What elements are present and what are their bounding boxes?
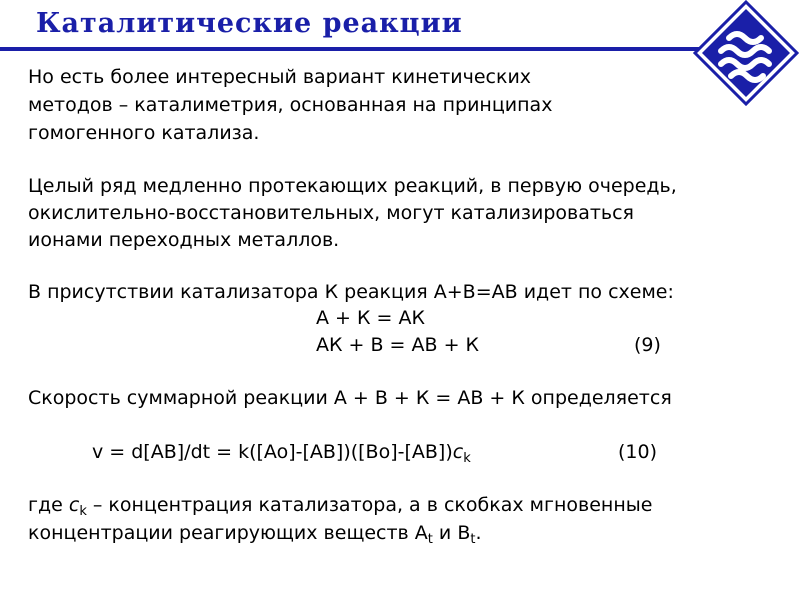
paragraph-1-line-1: Но есть более интересный вариант кинетических [28, 66, 532, 88]
paragraph-1-line-2: методов – каталиметрия, основанная на принципах [28, 94, 553, 116]
rate-equation-k-subscript: k [463, 451, 471, 466]
paragraph-5-k-subscript: k [79, 504, 87, 519]
paragraph-5 [28, 492, 652, 519]
paragraph-2-line-3: ионами переходных металлов. [28, 229, 340, 251]
title-rule [0, 47, 700, 51]
paragraph-2-line-2: окислительно-восстановительных, могут катализироваться [28, 202, 634, 224]
paragraph-1-line-3: гомогенного катализа. [28, 122, 260, 144]
paragraph-4: Скорость суммарной реакции А + В + К = АВ + К определяется [28, 387, 672, 409]
paragraph-6-t2: t [470, 532, 476, 547]
paragraph-2-line-1: Целый ряд медленно протекающих реакций, в первую очередь, [28, 175, 677, 197]
paragraph-6-end: . [475, 522, 482, 544]
paragraph-6-t1: t [427, 532, 433, 547]
rate-equation-main: v = d[AB]/dt = k([Ao]-[AB])([Bo]-[AB]) [92, 441, 453, 463]
paragraph-5-rest: – концентрация катализатора, а в скобках мгновенные [86, 494, 653, 516]
rate-equation-c: c [452, 441, 464, 463]
paragraph-3: В присутствии катализатора К реакция А+В=АВ идет по схеме: [28, 281, 674, 303]
rate-equation [92, 439, 471, 466]
paragraph-6 [28, 520, 482, 547]
paragraph-6-pre: концентрации реагирующих веществ А [28, 522, 428, 544]
paragraph-6-mid: и В [432, 522, 471, 544]
rate-equation-number: (10) [618, 441, 658, 463]
paragraph-5-pre: где [28, 494, 69, 516]
diamond-wave-logo-icon [693, 0, 799, 106]
equation-2-number: (9) [634, 334, 661, 356]
equation-2: АК + В = АВ + К [316, 334, 480, 356]
equation-1: А + К = АК [316, 307, 425, 329]
paragraph-5-c: c [68, 494, 80, 516]
slide-title: Каталитические реакции [36, 8, 463, 39]
